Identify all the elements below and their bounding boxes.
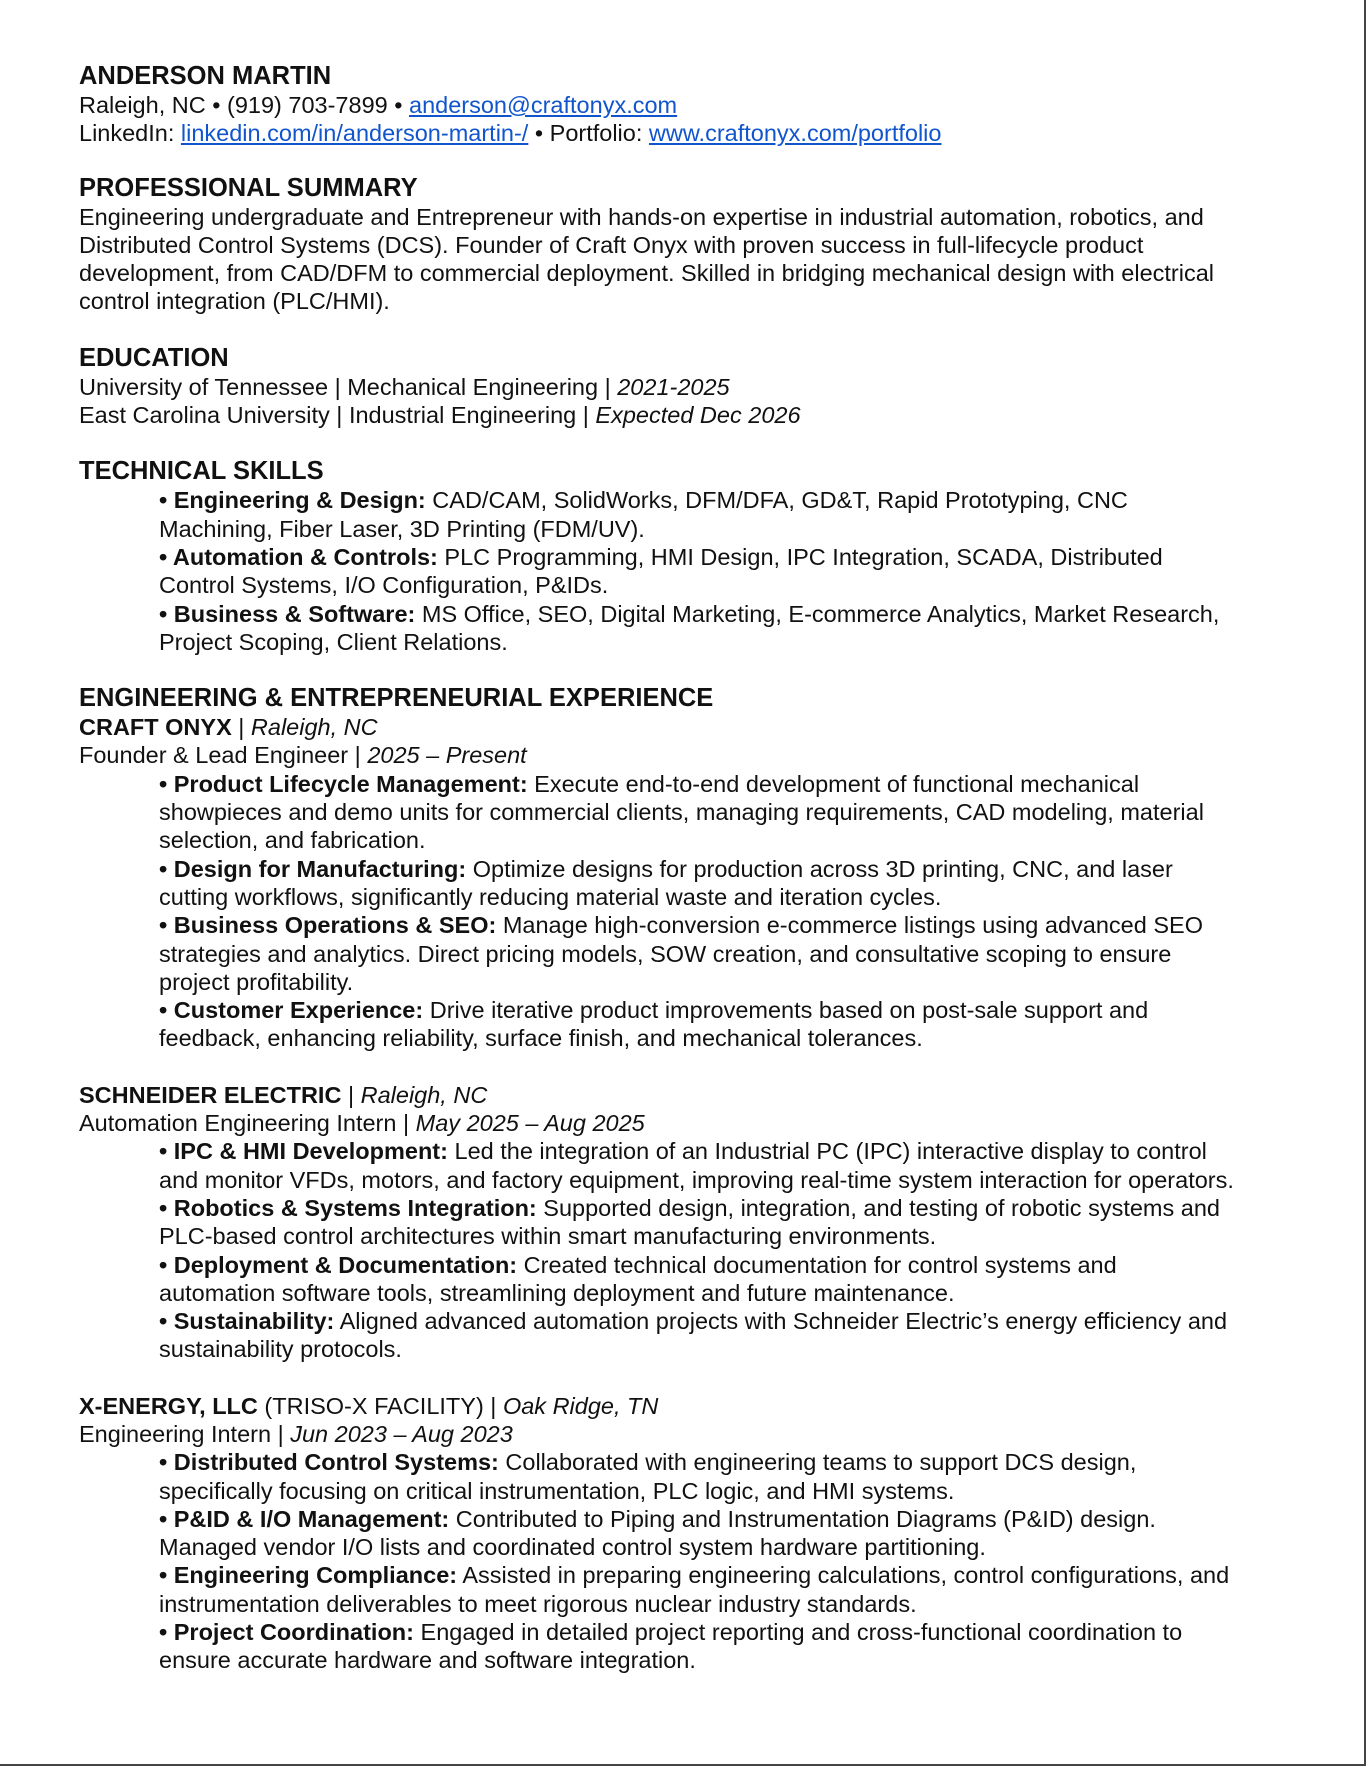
job-bullet [159,911,1299,996]
bullet-label: • Project Coordination: [159,1619,414,1646]
skill-text: MS Office, SEO, Digital Marketing, E-commerce Analytics, Market Research, [415,600,1220,627]
skill-text: PLC Programming, HMI Design, IPC Integration, SCADA, Distributed [437,543,1163,570]
bullet-label: • Customer Experience: [159,997,424,1024]
job-company-line [79,1392,1299,1420]
job-bullet [159,1194,1299,1251]
job-dates: May 2025 – Aug 2025 [415,1110,645,1137]
education-dates: Expected Dec 2026 [595,402,801,429]
bullet-label: • Distributed Control Systems: [159,1449,499,1476]
bullet-text: Supported design, integration, and testing of robotic systems and [536,1194,1220,1221]
bullet-text: Led the integration of an Industrial PC (IPC) interactive display to control [447,1138,1207,1165]
company-name: X-ENERGY, LLC [79,1392,258,1419]
phone-number: (919) 703-7899 [227,92,388,118]
bullet-text: Managed vendor I/O lists and coordinated control system hardware partitioning. [159,1534,986,1561]
bullet-text: and monitor VFDs, motors, and factory equipment, improving real-time system interaction for operators. [159,1166,1234,1193]
skill-label: • Automation & Controls: [159,543,438,570]
bullet-text: Optimize designs for production across 3D printing, CNC, and laser [466,855,1173,882]
job-location: Raleigh, NC [360,1081,488,1108]
bullet-text: Contributed to Piping and Instrumentation Diagrams (P&ID) design. [449,1505,1156,1532]
bullet-label: • P&ID & I/O Management: [159,1505,450,1532]
bullet-label: • IPC & HMI Development: [159,1138,448,1165]
portfolio-label: Portfolio: [549,120,649,147]
separator: | [271,1420,291,1447]
company-extra: (TRISO-X FACILITY) [257,1392,484,1419]
job-bullet [159,1505,1299,1562]
job-role: Founder & Lead Engineer [79,742,349,769]
linkedin-label: LinkedIn: [79,120,181,147]
separator: | [329,402,349,429]
job-dates: 2025 – Present [367,742,527,769]
job-role-line [79,1109,1299,1137]
experience-heading: ENGINEERING & ENTREPRENEURIAL EXPERIENCE [79,684,714,713]
separator: | [483,1392,503,1419]
job-location: Raleigh, NC [250,714,378,741]
job-location: Oak Ridge, TN [502,1392,659,1419]
company-name: CRAFT ONYX [79,714,232,741]
portfolio-link[interactable]: www.craftonyx.com/portfolio [648,120,942,147]
summary-text [79,203,1299,316]
school-name: East Carolina University [79,402,330,429]
separator: | [231,714,251,741]
summary-line: development, from CAD/DFM to commercial deployment. Skilled in bridging mechanical design with electrical [79,260,1214,287]
major: Industrial Engineering [348,402,577,429]
separator: • [528,120,550,147]
bullet-text: Collaborated with engineering teams to support DCS design, [498,1449,1137,1476]
linkedin-link[interactable]: linkedin.com/in/anderson-martin-/ [180,120,529,147]
email-link[interactable]: anderson@craftonyx.com [409,92,678,118]
company-name: SCHNEIDER ELECTRIC [79,1081,342,1108]
job-dates: Jun 2023 – Aug 2023 [290,1420,513,1447]
bullet-text: Execute end-to-end development of functional mechanical [527,770,1140,797]
job-entry [79,1081,1299,1364]
job-bullets [79,1137,1299,1363]
job-bullets [79,1448,1299,1674]
skill-text: CAD/CAM, SolidWorks, DFM/DFA, GD&T, Rapid Prototyping, CNC [425,487,1128,514]
job-entry [79,1392,1299,1675]
bullet-text: Assisted in preparing engineering calculations, control configurations, and [457,1562,1230,1589]
job-bullet [159,1561,1299,1618]
bullet-text: strategies and analytics. Direct pricing models, SOW creation, and consultative scoping to ensure [159,940,1172,967]
separator: | [328,373,348,400]
skill-text: Machining, Fiber Laser, 3D Printing (FDM/UV). [159,515,645,542]
education-heading: EDUCATION [79,343,229,372]
bullet-text: selection, and fabrication. [159,827,426,854]
bullet-text: project profitability. [159,968,354,995]
summary-line: Distributed Control Systems (DCS). Founder of Craft Onyx with proven success in full-lifecycle product [79,231,1144,258]
bullet-text: feedback, enhancing reliability, surface finish, and mechanical tolerances. [159,1025,923,1052]
job-bullet [159,1137,1299,1194]
school-name: University of Tennessee [79,373,329,400]
bullet-text: automation software tools, streamlining deployment and future maintenance. [159,1279,955,1306]
skills-list [79,486,1299,656]
major: Mechanical Engineering [347,373,599,400]
bullet-text: specifically focusing on critical instrumentation, PLC logic, and HMI systems. [159,1477,955,1504]
separator: | [396,1110,416,1137]
job-bullet [159,770,1299,855]
education-dates: 2021-2025 [617,373,730,400]
education-entry [79,373,1299,401]
education-entry [79,401,1299,429]
summary-line: control integration (PLC/HMI). [79,288,390,315]
job-role-line [79,741,1299,769]
bullet-text: Drive iterative product improvements based on post-sale support and [423,997,1149,1024]
bullet-label: • Design for Manufacturing: [159,855,467,882]
job-role: Engineering Intern [79,1420,272,1447]
contact-line [79,91,1299,119]
job-entry [79,713,1299,1053]
job-bullets [79,770,1299,1053]
bullet-label: • Business Operations & SEO: [159,912,497,939]
bullet-text: showpieces and demo units for commercial clients, managing requirements, CAD modeling, material [159,799,1204,826]
links-line [79,119,1299,147]
location: Raleigh, NC [79,92,206,118]
bullet-text: instrumentation deliverables to meet rigorous nuclear industry standards. [159,1590,917,1617]
skills-heading: TECHNICAL SKILLS [79,457,324,486]
job-company-line [79,1081,1299,1109]
job-bullet [159,1618,1299,1675]
skill-item [159,486,1299,543]
job-bullet [159,996,1299,1053]
job-company-line [79,713,1299,741]
candidate-name: ANDERSON MARTIN [79,62,332,90]
separator: • [387,92,409,118]
skill-label: • Business & Software: [159,600,416,627]
bullet-text: PLC-based control architectures within smart manufacturing environments. [159,1223,937,1250]
skill-text: Project Scoping, Client Relations. [159,628,508,655]
bullet-label: • Deployment & Documentation: [159,1251,518,1278]
skill-item [159,600,1299,657]
bullet-text: ensure accurate hardware and software integration. [159,1647,696,1674]
bullet-label: • Robotics & Systems Integration: [159,1194,537,1221]
bullet-text: Engaged in detailed project reporting and cross-functional coordination to [413,1619,1183,1646]
resume-content [79,62,1299,1675]
bullet-label: • Engineering Compliance: [159,1562,458,1589]
job-bullet [159,1251,1299,1308]
summary-line: Engineering undergraduate and Entrepreneur with hands-on expertise in industrial automation, robotics, and [79,203,1204,230]
job-role-line [79,1420,1299,1448]
bullet-text: Created technical documentation for control systems and [517,1251,1117,1278]
separator: | [576,402,596,429]
skill-text: Control Systems, I/O Configuration, P&IDs. [159,572,609,599]
skill-item [159,543,1299,600]
summary-heading: PROFESSIONAL SUMMARY [79,173,418,202]
separator: | [341,1081,361,1108]
bullet-text: sustainability protocols. [159,1336,402,1363]
separator: • [205,92,227,118]
job-role: Automation Engineering Intern [79,1110,397,1137]
bullet-text: Aligned advanced automation projects with Schneider Electric’s energy efficiency and [334,1308,1228,1335]
skill-label: • Engineering & Design: [159,487,426,514]
job-bullet [159,1307,1299,1364]
separator: | [598,373,618,400]
separator: | [348,742,368,769]
job-bullet [159,855,1299,912]
bullet-text: Manage high-conversion e-commerce listings using advanced SEO [496,912,1203,939]
bullet-text: cutting workflows, significantly reducing material waste and iteration cycles. [159,883,942,910]
bullet-label: • Product Lifecycle Management: [159,770,528,797]
job-bullet [159,1448,1299,1505]
bullet-label: • Sustainability: [159,1308,335,1335]
